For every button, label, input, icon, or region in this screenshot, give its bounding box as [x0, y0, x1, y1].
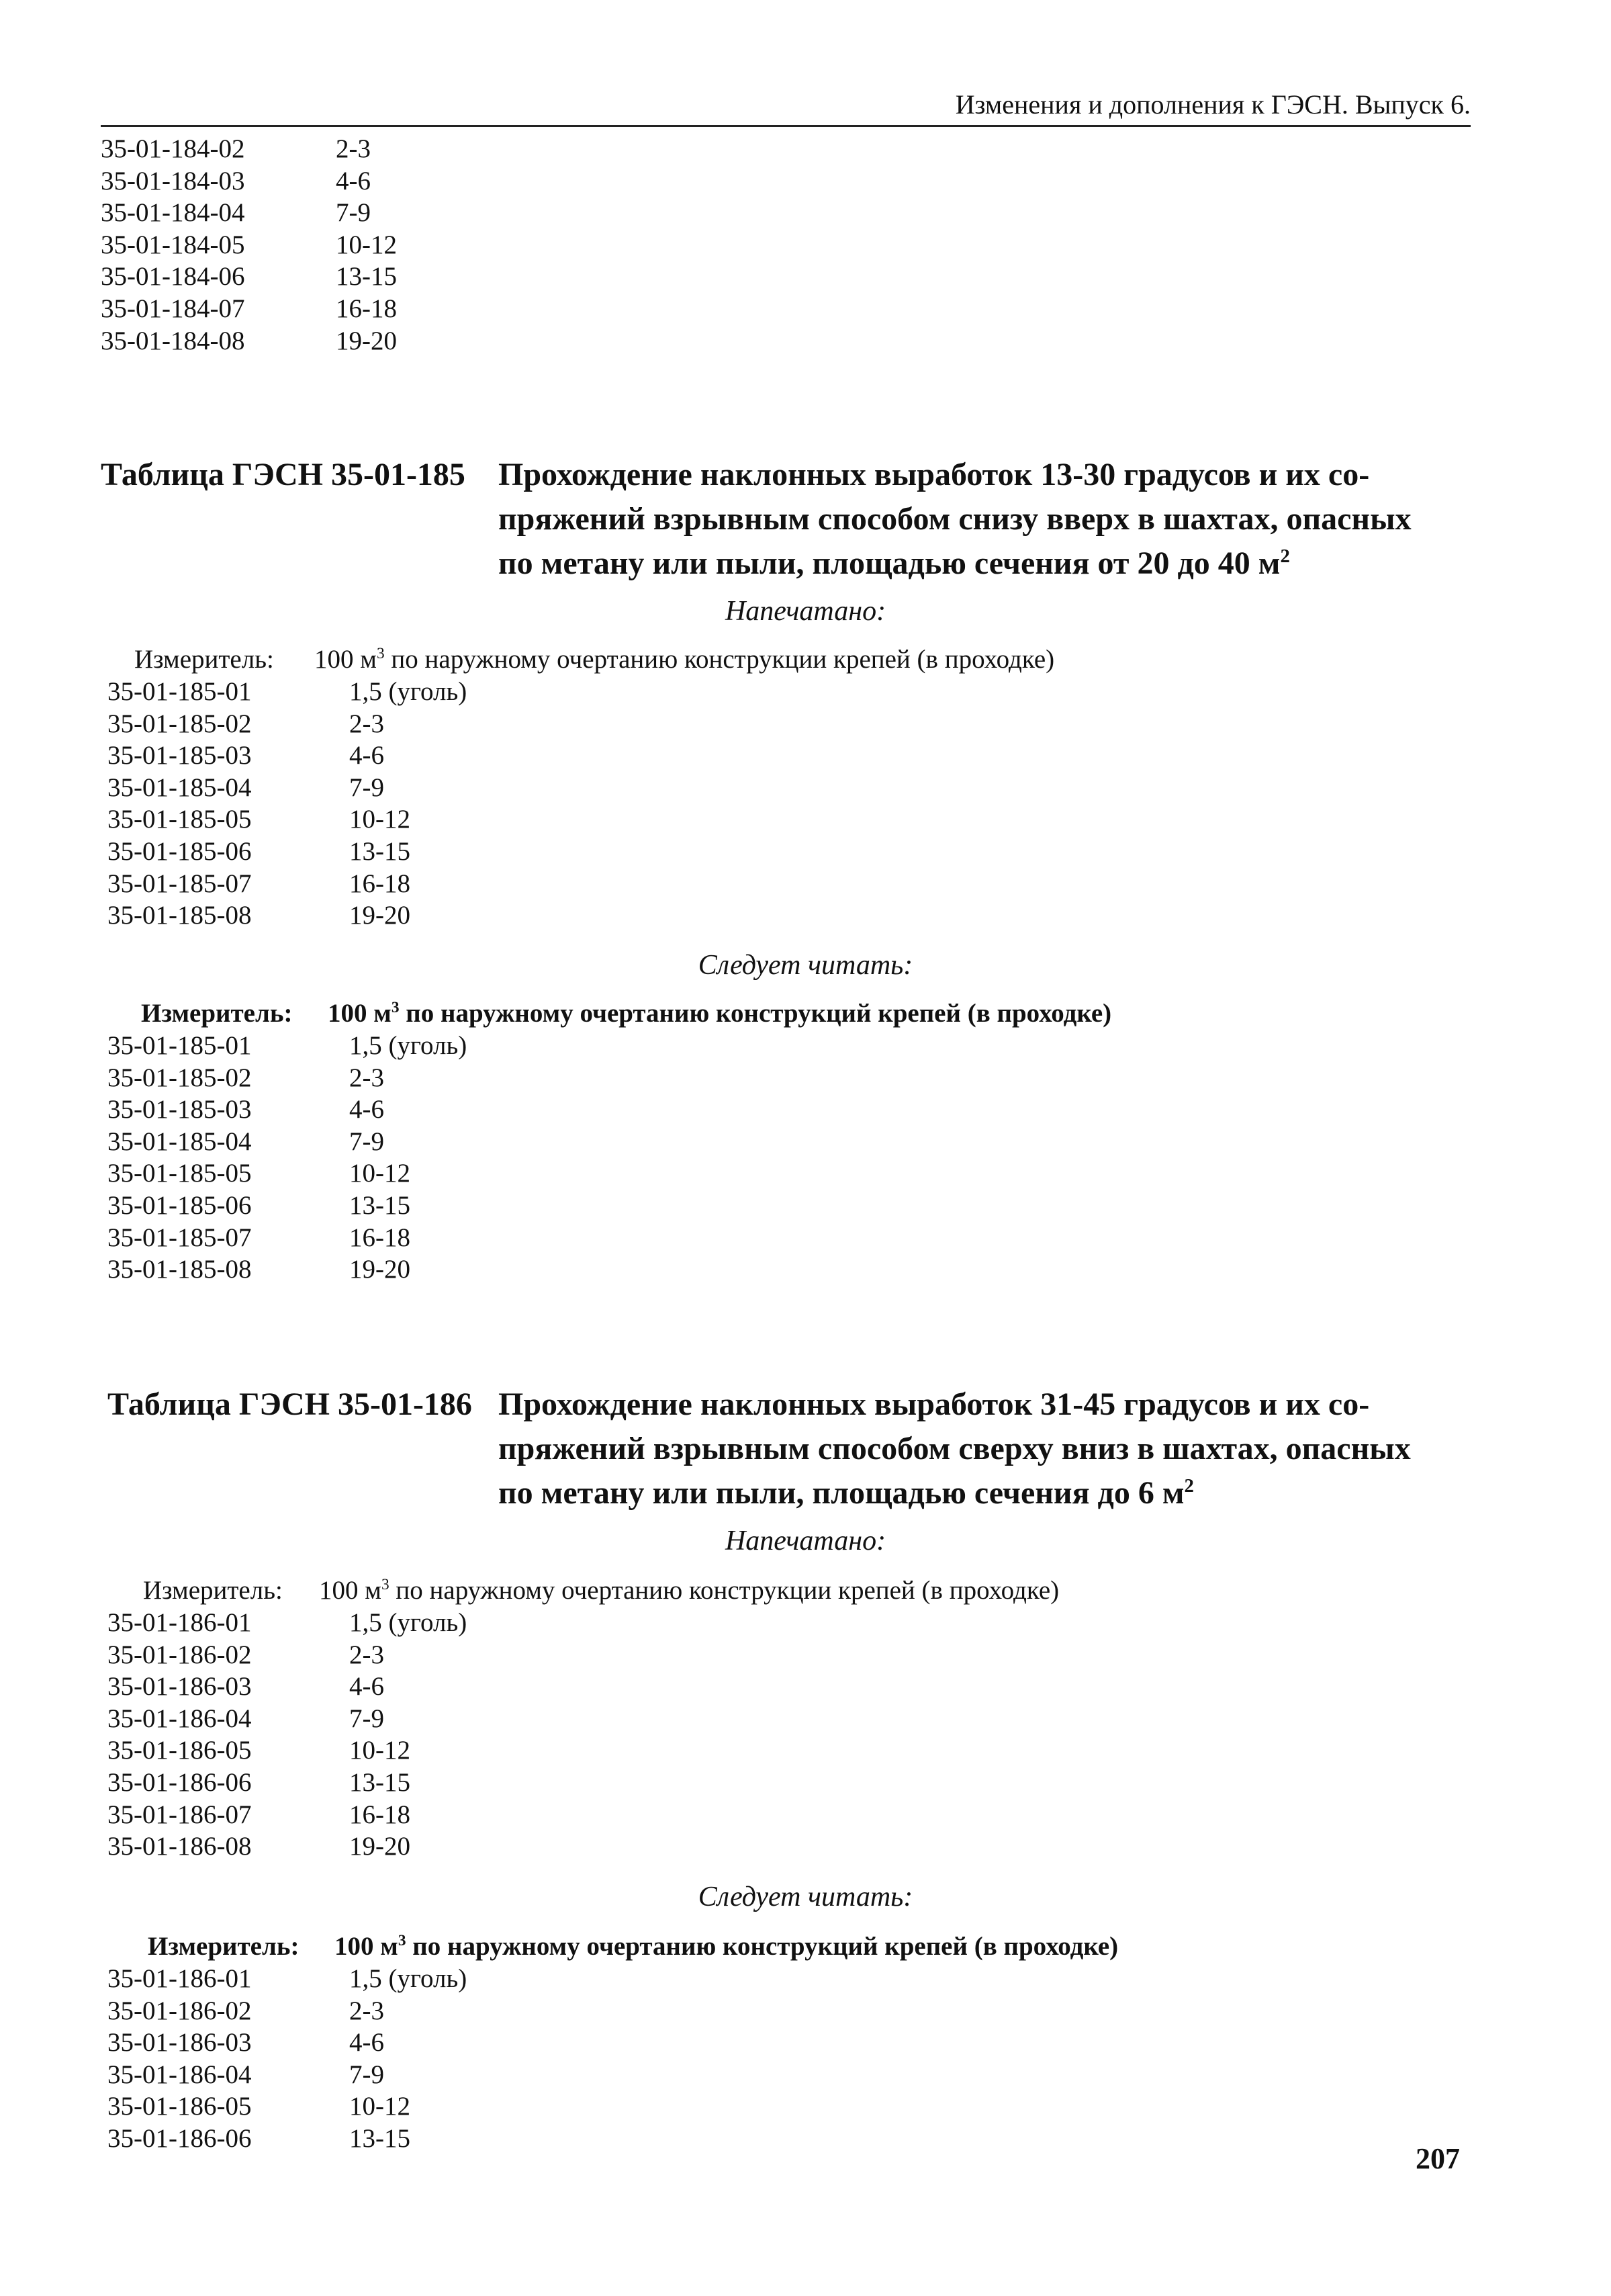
row-code: 35-01-184-08 [101, 326, 245, 355]
table-title-line-1: Прохождение наклонных выработок 13-30 градусов и их со- [498, 457, 1370, 492]
row-code: 35-01-184-07 [101, 294, 245, 323]
row-code: 35-01-186-06 [107, 2123, 252, 2153]
row-code: 35-01-184-06 [101, 262, 245, 292]
measure-value-a: 100 м [328, 999, 392, 1028]
row-value: 4-6 [336, 166, 371, 195]
printed-label: Напечатано: [725, 1526, 886, 1556]
table-title-prefix: Таблица ГЭСН 35-01-186 [107, 1386, 472, 1422]
row-code: 35-01-186-02 [107, 1996, 252, 2025]
row-value: 13-15 [349, 1190, 410, 1220]
row-value: 19-20 [349, 1832, 410, 1861]
row-code: 35-01-185-01 [107, 677, 252, 706]
row-code: 35-01-185-06 [107, 1190, 252, 1220]
row-code: 35-01-185-04 [107, 772, 252, 802]
measure-value [319, 1575, 1059, 1605]
row-value: 1,5 (уголь) [349, 1031, 467, 1060]
row-code: 35-01-185-06 [107, 836, 252, 866]
row-value: 16-18 [349, 1223, 410, 1252]
row-value: 2-3 [349, 1063, 384, 1092]
header-text: Изменения и дополнения к ГЭСН. Выпуск 6. [955, 89, 1471, 120]
row-value: 1,5 (уголь) [349, 677, 467, 706]
table-186-title [107, 1382, 1484, 1524]
row-value: 10-12 [349, 2092, 410, 2121]
measure-value-b: по наружному очертанию конструкции крепей (в проходке) [389, 1576, 1060, 1605]
row-value: 16-18 [336, 294, 397, 323]
superscript: 3 [381, 1576, 389, 1593]
table-title-line-3-text: по метану или пыли, площадью сечения до 6 м [498, 1475, 1185, 1511]
row-code: 35-01-185-08 [107, 1255, 252, 1284]
measure-value-a: 100 м [334, 1932, 398, 1961]
row-code: 35-01-186-07 [107, 1800, 252, 1829]
table-title-prefix: Таблица ГЭСН 35-01-185 [101, 457, 465, 492]
table-title-line-3-text: по метану или пыли, площадью сечения от 20 до 40 м [498, 545, 1281, 581]
row-code: 35-01-186-04 [107, 1704, 252, 1733]
table-title-line-3 [498, 541, 1290, 586]
row-code: 35-01-184-03 [101, 166, 245, 195]
row-value: 1,5 (уголь) [349, 1608, 467, 1637]
row-value: 19-20 [349, 901, 410, 930]
superscript: 2 [1280, 545, 1290, 567]
row-value: 2-3 [336, 134, 371, 163]
row-code: 35-01-186-08 [107, 1832, 252, 1861]
page-header [101, 86, 1471, 127]
row-value: 4-6 [349, 2028, 384, 2058]
row-value: 13-15 [349, 2123, 410, 2153]
measure-label: Измеритель: [148, 1932, 300, 1961]
row-code: 35-01-186-05 [107, 2092, 252, 2121]
row-value: 13-15 [336, 262, 397, 292]
row-value: 7-9 [336, 198, 371, 228]
row-code: 35-01-185-05 [107, 805, 252, 834]
row-value: 10-12 [349, 1159, 410, 1188]
row-code: 35-01-185-01 [107, 1031, 252, 1060]
row-value: 10-12 [349, 805, 410, 834]
row-value: 1,5 (уголь) [349, 1964, 467, 1993]
row-code: 35-01-184-04 [101, 198, 245, 228]
page-number: 207 [1416, 2142, 1460, 2175]
measure-label: Измеритель: [141, 999, 293, 1028]
superscript: 3 [376, 645, 385, 662]
measure-value-b: по наружному очертанию конструкций крепей (в проходке) [406, 1932, 1119, 1961]
row-value: 10-12 [336, 230, 397, 259]
row-code: 35-01-185-08 [107, 901, 252, 930]
row-code: 35-01-185-03 [107, 741, 252, 770]
row-code: 35-01-185-05 [107, 1159, 252, 1188]
row-value: 2-3 [349, 1996, 384, 2025]
row-value: 19-20 [336, 326, 397, 355]
measure-value [314, 644, 1054, 674]
row-code: 35-01-186-01 [107, 1964, 252, 1993]
printed-label: Напечатано: [725, 596, 886, 627]
row-value: 7-9 [349, 772, 384, 802]
row-value: 7-9 [349, 1704, 384, 1733]
measure-value-b: по наружному очертанию конструкций крепей (в проходке) [399, 999, 1112, 1028]
row-value: 16-18 [349, 869, 410, 898]
table-title-line-2: пряжений взрывным способом снизу вверх в шахтах, опасных [498, 501, 1412, 537]
row-value: 2-3 [349, 1640, 384, 1669]
row-code: 35-01-185-02 [107, 1063, 252, 1092]
row-code: 35-01-185-04 [107, 1127, 252, 1156]
table-185-title [101, 453, 1477, 594]
measure-value-a: 100 м [314, 645, 377, 674]
superscript: 3 [398, 1932, 406, 1949]
row-value: 16-18 [349, 1800, 410, 1829]
row-value: 4-6 [349, 741, 384, 770]
table-title-line-1: Прохождение наклонных выработок 31-45 градусов и их со- [498, 1386, 1370, 1422]
row-code: 35-01-185-07 [107, 869, 252, 898]
row-code: 35-01-186-06 [107, 1767, 252, 1797]
superscript: 2 [1184, 1475, 1194, 1497]
row-code: 35-01-186-02 [107, 1640, 252, 1669]
row-value: 7-9 [349, 1127, 384, 1156]
measure-value-b: по наружному очертанию конструкции крепей (в проходке) [384, 645, 1055, 674]
row-value: 4-6 [349, 1672, 384, 1702]
row-code: 35-01-186-04 [107, 2060, 252, 2089]
row-code: 35-01-186-03 [107, 1672, 252, 1702]
row-value: 13-15 [349, 836, 410, 866]
row-code: 35-01-186-05 [107, 1736, 252, 1765]
row-value: 19-20 [349, 1255, 410, 1284]
row-value: 10-12 [349, 1736, 410, 1765]
measure-label: Измеритель: [134, 645, 274, 674]
row-code: 35-01-185-03 [107, 1095, 252, 1124]
row-value: 4-6 [349, 1095, 384, 1124]
row-code: 35-01-186-03 [107, 2028, 252, 2058]
row-code: 35-01-184-05 [101, 230, 245, 259]
row-value: 7-9 [349, 2060, 384, 2089]
read-label: Следует читать: [698, 1882, 913, 1912]
measure-value-a: 100 м [319, 1576, 381, 1605]
row-code: 35-01-186-01 [107, 1608, 252, 1637]
measure-value [328, 998, 1111, 1028]
table-title-line-3 [498, 1471, 1194, 1515]
read-label: Следует читать: [698, 950, 913, 981]
superscript: 3 [391, 999, 400, 1016]
row-value: 2-3 [349, 709, 384, 738]
table-title-line-2: пряжений взрывным способом сверху вниз в шахтах, опасных [498, 1431, 1411, 1466]
measure-label: Измеритель: [143, 1576, 283, 1605]
measure-value [334, 1931, 1118, 1961]
row-code: 35-01-184-02 [101, 134, 245, 163]
row-code: 35-01-185-07 [107, 1223, 252, 1252]
row-code: 35-01-185-02 [107, 709, 252, 738]
row-value: 13-15 [349, 1767, 410, 1797]
